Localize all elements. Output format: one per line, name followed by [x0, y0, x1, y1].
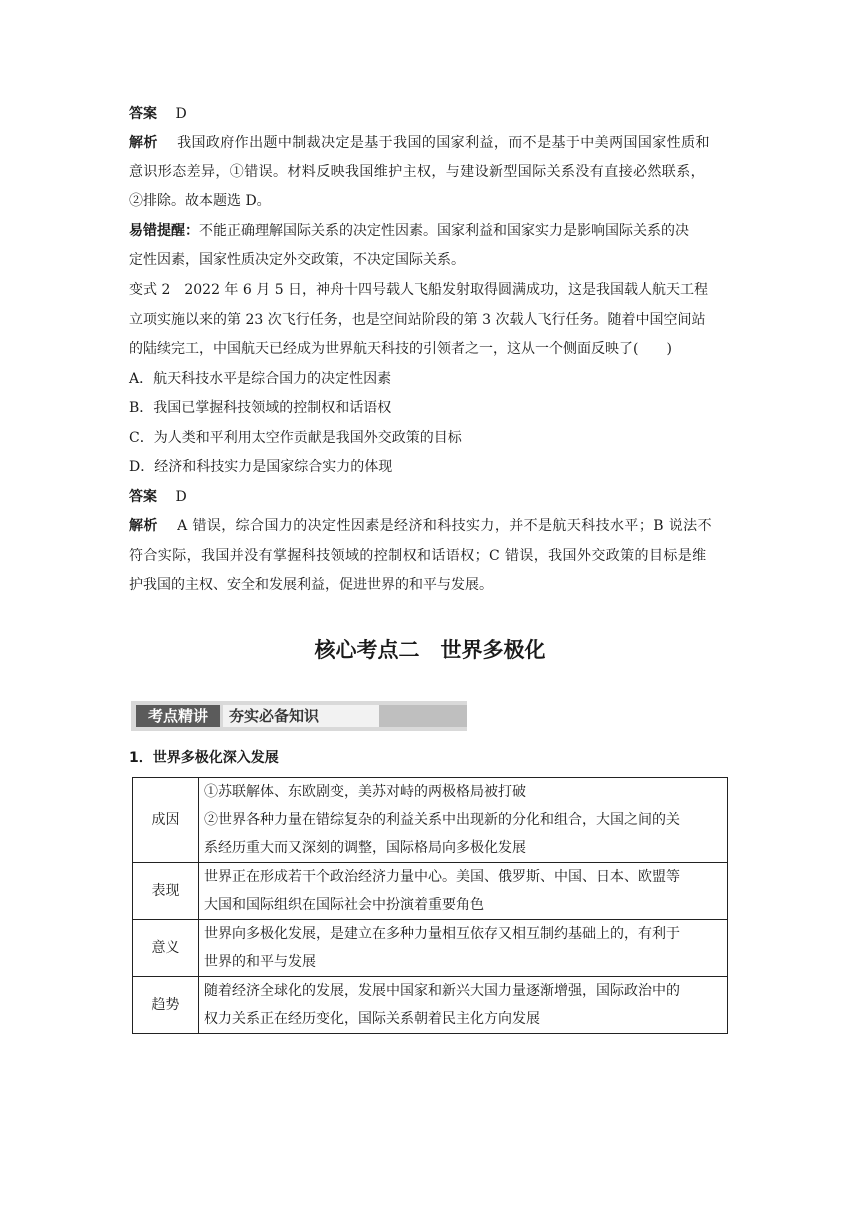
row-key: 趋势: [133, 977, 199, 1034]
analysis-text: A 错误，综合国力的决定性因素是经济和科技实力，并不是航天科技水平；B 说法不: [177, 518, 712, 534]
tip-text: 不能正确理解国际关系的决定性因素。国家利益和国家实力是影响国际关系的决: [199, 223, 689, 239]
table-row: [133, 920, 728, 977]
row-line: 系经历重大而又深刻的调整，国际格局向多极化发展: [204, 840, 526, 856]
row-content: [199, 977, 728, 1034]
banner-subtitle: 夯实必备知识: [223, 705, 379, 727]
option-c: C．为人类和平利用太空作贡献是我国外交政策的目标: [129, 430, 462, 446]
option-a: A．航天科技水平是综合国力的决定性因素: [129, 371, 392, 387]
question-stem-line-2: 立项实施以来的第 23 次飞行任务，也是空间站阶段的第 3 次载人飞行任务。随着中国空间站: [129, 312, 706, 328]
analysis2-line-2: 符合实际，我国并没有掌握科技领域的控制权和话语权；C 错误，我国外交政策的目标是维: [129, 548, 707, 564]
subheading: 1．世界多极化深入发展: [129, 750, 279, 766]
row-key: 意义: [133, 920, 199, 977]
analysis-line-2: 意识形态差异，①错误。材料反映我国维护主权，与建设新型国际关系没有直接必然联系，: [129, 164, 705, 180]
analysis-label: 解析: [129, 518, 158, 534]
answer-value: D: [175, 106, 187, 122]
question-stem-line-1: 变式 2 2022 年 6 月 5 日，神舟十四号载人飞船发射取得圆满成功，这是我国载人航天工程: [129, 282, 709, 298]
row-line: 大国和国际组织在国际社会中扮演着重要角色: [204, 897, 484, 913]
tip-label: 易错提醒：: [129, 223, 199, 239]
row-line: 世界向多极化发展，是建立在多种力量相互依存又相互制约基础上的，有利于: [204, 926, 680, 942]
section-banner: [131, 701, 467, 731]
answer-label: 答案: [129, 106, 157, 122]
analysis2-line-3: 护我国的主权、安全和发展利益，促进世界的和平与发展。: [129, 577, 493, 593]
table-row: [133, 778, 728, 863]
analysis-line-3: ②排除。故本题选 D。: [129, 193, 271, 209]
answer-label: 答案: [129, 489, 157, 505]
row-content: [199, 863, 728, 920]
banner-tag: 考点精讲: [136, 705, 220, 727]
section-title: 核心考点二 世界多极化: [314, 638, 546, 662]
answer-line-1: [129, 104, 187, 124]
table-row: [133, 863, 728, 920]
option-d: D．经济和科技实力是国家综合实力的体现: [129, 459, 393, 475]
row-line: 世界正在形成若干个政治经济力量中心。美国、俄罗斯、中国、日本、欧盟等: [204, 869, 680, 885]
analysis2-line-1: [129, 516, 712, 536]
banner-decoration: [379, 705, 467, 727]
tip-line-2: 定性因素，国家性质决定外交政策，不决定国际关系。: [129, 252, 465, 268]
row-key: 表现: [133, 863, 199, 920]
row-line: ①苏联解体、东欧剧变，美苏对峙的两极格局被打破: [204, 784, 526, 800]
row-line: ②世界各种力量在错综复杂的利益关系中出现新的分化和组合，大国之间的关: [204, 812, 680, 828]
row-line: 世界的和平与发展: [204, 954, 316, 970]
answer-line-2: [129, 487, 187, 507]
row-line: 随着经济全球化的发展，发展中国家和新兴大国力量逐渐增强，国际政治中的: [204, 983, 680, 999]
row-key: 成因: [133, 778, 199, 863]
analysis-line-1: [129, 133, 710, 153]
table-row: [133, 977, 728, 1034]
tip-line-1: [129, 221, 689, 241]
row-content: [199, 778, 728, 863]
analysis-text: 我国政府作出题中制裁决定是基于我国的国家利益，而不是基于中美两国国家性质和: [177, 135, 710, 151]
row-line: 权力关系正在经历变化，国际关系朝着民主化方向发展: [204, 1011, 540, 1027]
answer-value: D: [175, 489, 187, 505]
option-b: B．我国已掌握科技领域的控制权和话语权: [129, 400, 392, 416]
row-content: [199, 920, 728, 977]
analysis-label: 解析: [129, 135, 158, 151]
question-stem-line-3: 的陆续完工，中国航天已经成为世界航天科技的引领者之一，这从一个侧面反映了( ): [129, 341, 672, 357]
knowledge-table: [132, 777, 728, 1034]
